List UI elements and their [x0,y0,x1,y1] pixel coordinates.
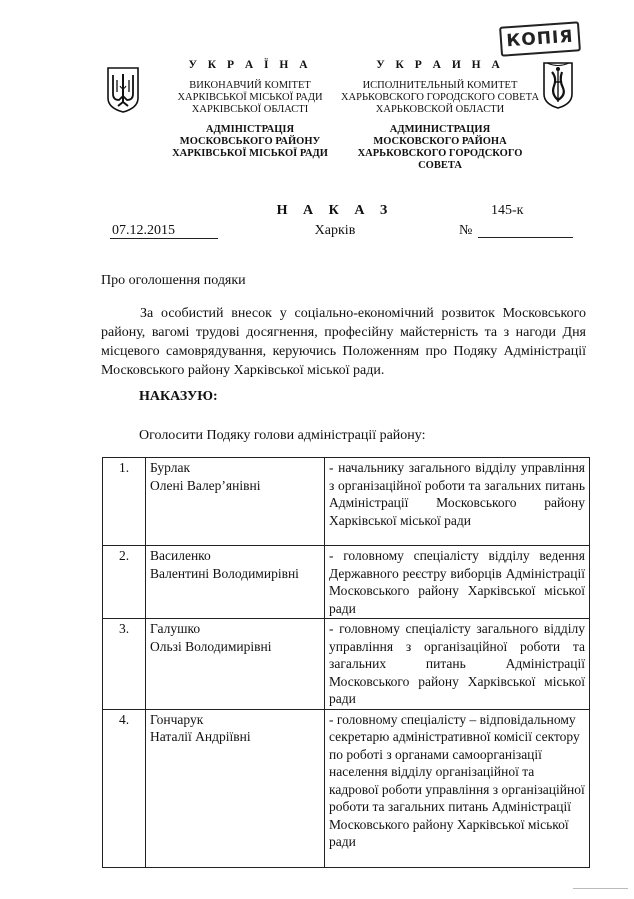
ukraine-coat-of-arms-icon [106,66,140,114]
header-ua-country: У К Р А Ї Н А [188,59,312,71]
header-ru-adm3: ХАРЬКОВСКОГО ГОРОДСКОГО СОВЕТА [357,148,523,171]
order-date-underline [110,238,218,239]
awardee-position: - головному спеціалісту відділу ведення Державного реєстру виборців Адміністрації Московського району Харківської міської ради [325,546,590,619]
awardee-given-name: Олені Валер’янівні [150,477,261,493]
awardee-given-name: Наталії Андріївні [150,729,251,744]
header-ru-adm2: МОСКОВСКОГО РАЙОНА [373,136,507,147]
row-number: 4. [103,709,146,867]
copy-stamp: КОПІЯ [499,21,581,57]
kharkiv-coat-of-arms-icon [542,60,574,110]
awardee-name [146,619,325,710]
header-russian [335,59,545,172]
awardee-name [146,458,325,546]
decree-word: НАКАЗУЮ: [139,389,218,404]
header-ru-country: У К Р А И Н А [376,59,504,71]
header-ru-line3: ХАРЬКОВСКОЙ ОБЛАСТИ [375,104,505,115]
awardee-surname: Василенко [150,548,211,563]
order-number: 145-к [491,203,524,218]
awardees-table [102,457,590,868]
order-title: Н А К А З [276,203,394,218]
row-number: 1. [103,458,146,546]
awardee-surname: Бурлак [150,460,191,475]
header-ukrainian [150,59,350,160]
row-number: 2. [103,546,146,619]
order-city: Харків [314,223,356,238]
order-subject: Про оголошення подяки [101,273,246,288]
header-ua-line1: ВИКОНАВЧИЙ КОМІТЕТ [189,80,311,91]
order-body: За особистий внесок у соціально-економічний розвиток Московського району, вагомі трудові досягнення, професійну майстерність та з нагоди Дня місцевого самоврядування, керуючись Положенням про Подяку Адміністрації Московського району Харківської міської ради. [101,306,586,378]
table-row [103,546,590,619]
awardee-given-name: Валентині Володимирівні [150,565,299,581]
header-ua-adm2: МОСКОВСЬКОГО РАЙОНУ [179,136,321,147]
header-ru-adm1: АДМИНИСТРАЦИЯ [389,124,491,135]
awardee-given-name: Ользі Володимирівні [150,638,272,654]
header-ua-line2: ХАРКІВСЬКОЇ МІСЬКОЇ РАДИ [177,92,323,103]
header-ru-line1: ИСПОЛНИТЕЛЬНЫЙ КОМИТЕТ [362,80,518,91]
awardee-position: - головному спеціалісту – відповідальному секретарю адміністративної комісії сектору по роботі з органами самоорганізації населення відділу організаційної та кадрової роботи управління з організаційної роботи та загальних питань Адміністрації Московського району Харківської міської ради [325,709,590,867]
awardee-position: - головному спеціалісту загального відділу управління з організаційної роботи та загальних питань Адміністрації Московського району Харківської міської ради [325,619,590,710]
header-ua-adm3: ХАРКІВСЬКОЇ МІСЬКОЇ РАДИ [172,148,328,159]
awardee-position: - начальнику загального відділу управління з організаційної роботи та загальних питань Адміністрації Московського району Харківської міської ради [325,458,590,546]
order-number-underline [478,237,573,238]
awardee-name [146,709,325,867]
table-row [103,458,590,546]
header-ru-line2: ХАРЬКОВСКОГО ГОРОДСКОГО СОВЕТА [340,92,540,103]
awardee-surname: Гончарук [150,711,204,727]
table-row [103,709,590,867]
header-ua-adm1: АДМІНІСТРАЦІЯ [205,124,295,135]
order-date: 07.12.2015 [112,223,175,238]
table-row [103,619,590,710]
header-ua-line3: ХАРКІВСЬКОЇ ОБЛАСТІ [191,104,309,115]
announce-line: Оголосити Подяку голови адміністрації району: [139,428,426,443]
awardee-name [146,546,325,619]
page-edge-mark [573,888,628,889]
row-number: 3. [103,619,146,710]
order-number-label: № [459,223,473,238]
awardee-surname: Галушко [150,621,201,636]
